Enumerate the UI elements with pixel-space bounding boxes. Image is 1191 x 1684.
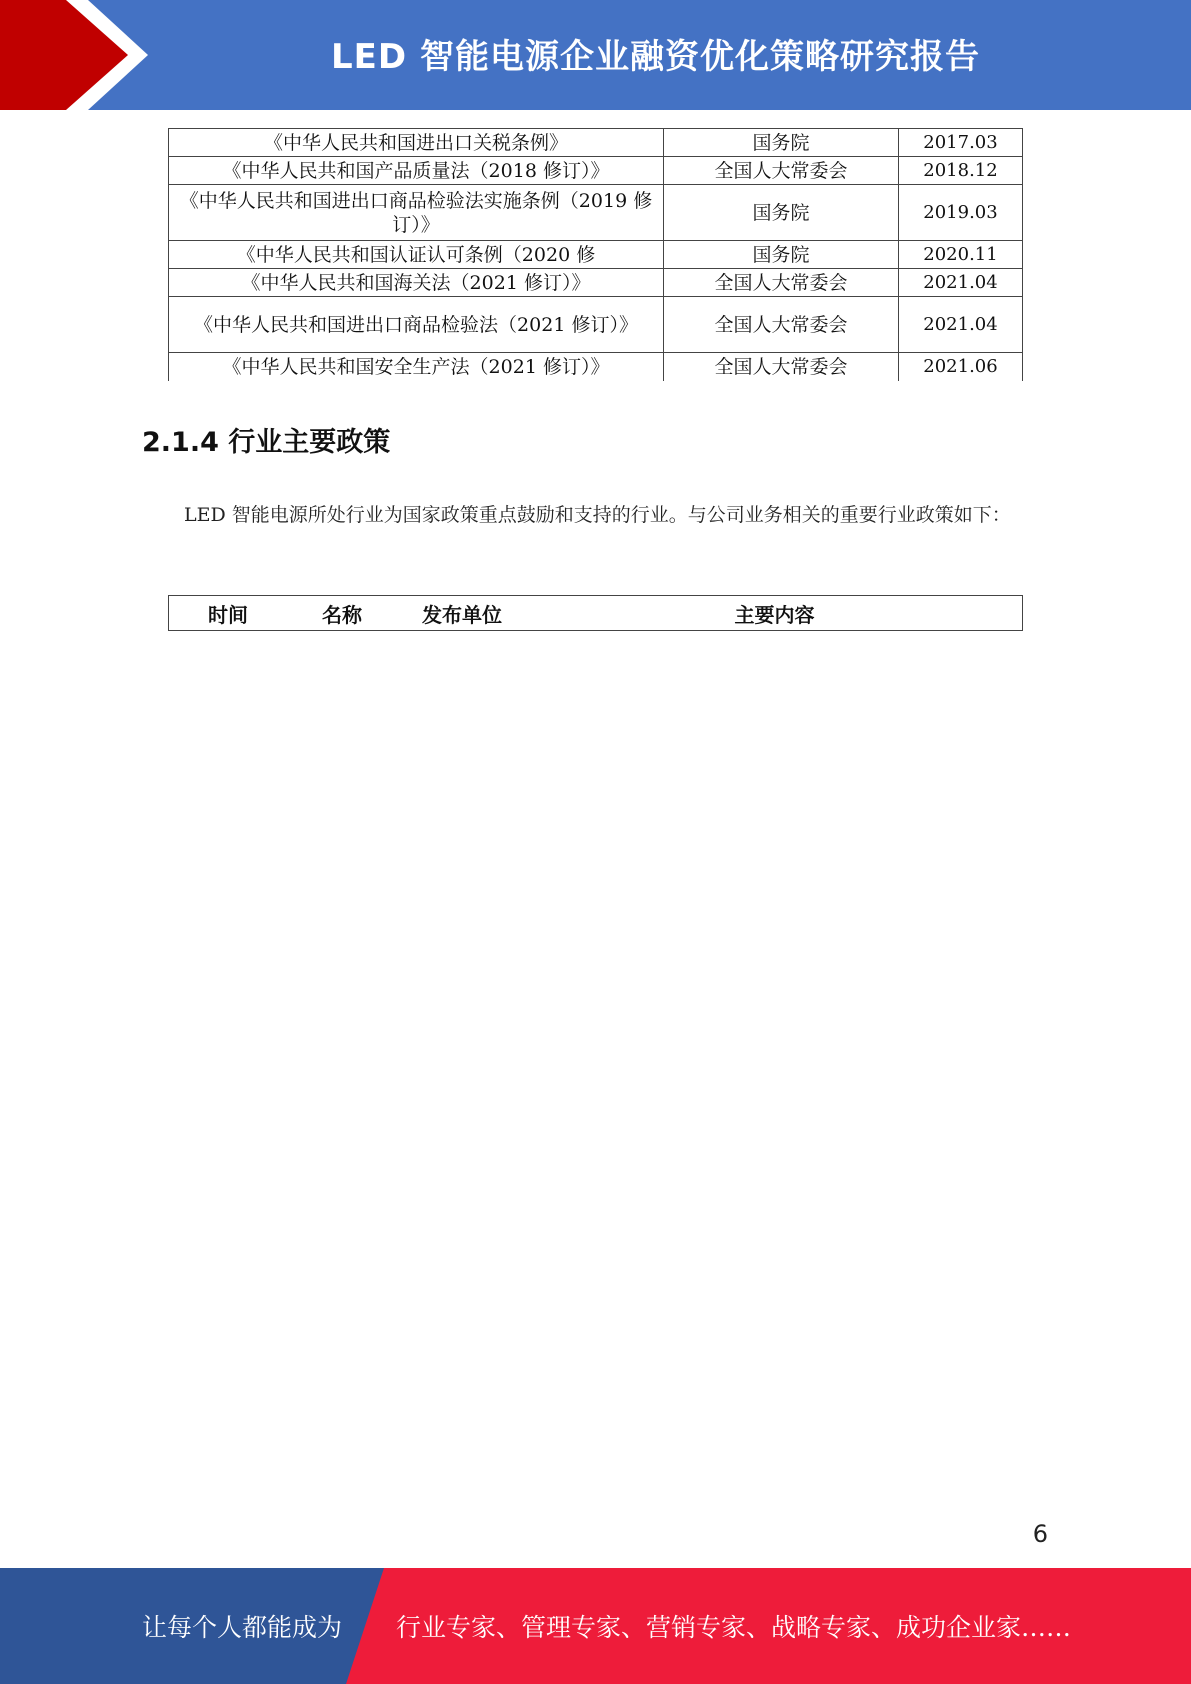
law-date: 2020.11 [899,241,1023,269]
law-issuer: 全国人大常委会 [664,297,899,353]
law-name: 《中华人民共和国进出口商品检验法实施条例（2019 修订）》 [169,185,664,241]
law-name: 《中华人民共和国产品质量法（2018 修订）》 [169,157,664,185]
law-issuer: 国务院 [664,129,899,157]
law-date: 2018.12 [899,157,1023,185]
law-date: 2021.04 [899,269,1023,297]
report-title: LED 智能电源企业融资优化策略研究报告 [331,36,980,77]
column-header-issuer: 发布单位 [397,596,527,631]
table-row [169,353,1023,381]
page-number: 6 [1032,1520,1048,1548]
table-row [169,297,1023,353]
law-issuer: 国务院 [664,185,899,241]
table-row [169,129,1023,157]
regulations-table [168,128,1023,381]
law-name: 《中华人民共和国进出口关税条例》 [169,129,664,157]
column-header-name: 名称 [287,596,397,631]
footer-banner [0,1568,1191,1684]
law-date: 2019.03 [899,185,1023,241]
law-date: 2021.04 [899,297,1023,353]
law-name: 《中华人民共和国安全生产法（2021 修订）》 [169,353,664,381]
law-date: 2021.06 [899,353,1023,381]
table-row [169,269,1023,297]
header-chevron-decoration [0,0,160,110]
section-paragraph: LED 智能电源所处行业为国家政策重点鼓励和支持的行业。与公司业务相关的重要行业政策如下： [184,504,1011,526]
law-issuer: 全国人大常委会 [664,269,899,297]
footer-slogan-right: 行业专家、管理专家、营销专家、战略专家、成功企业家…… [396,1613,1072,1642]
law-name: 《中华人民共和国进出口商品检验法（2021 修订）》 [169,297,664,353]
footer-slogan-left: 让每个人都能成为 [142,1613,343,1642]
column-header-content: 主要内容 [527,596,1023,631]
policy-table [168,595,1023,631]
table-row [169,157,1023,185]
header-banner [0,0,1191,110]
law-date: 2017.03 [899,129,1023,157]
table-row [169,241,1023,269]
section-heading: 2.1.4 行业主要政策 [142,427,391,458]
law-issuer: 国务院 [664,241,899,269]
table-row [169,185,1023,241]
law-name: 《中华人民共和国海关法（2021 修订）》 [169,269,664,297]
law-issuer: 全国人大常委会 [664,353,899,381]
column-header-time: 时间 [169,596,288,631]
law-issuer: 全国人大常委会 [664,157,899,185]
law-name: 《中华人民共和国认证认可条例（2020 修 [169,241,664,269]
table-header-row [169,596,1023,631]
